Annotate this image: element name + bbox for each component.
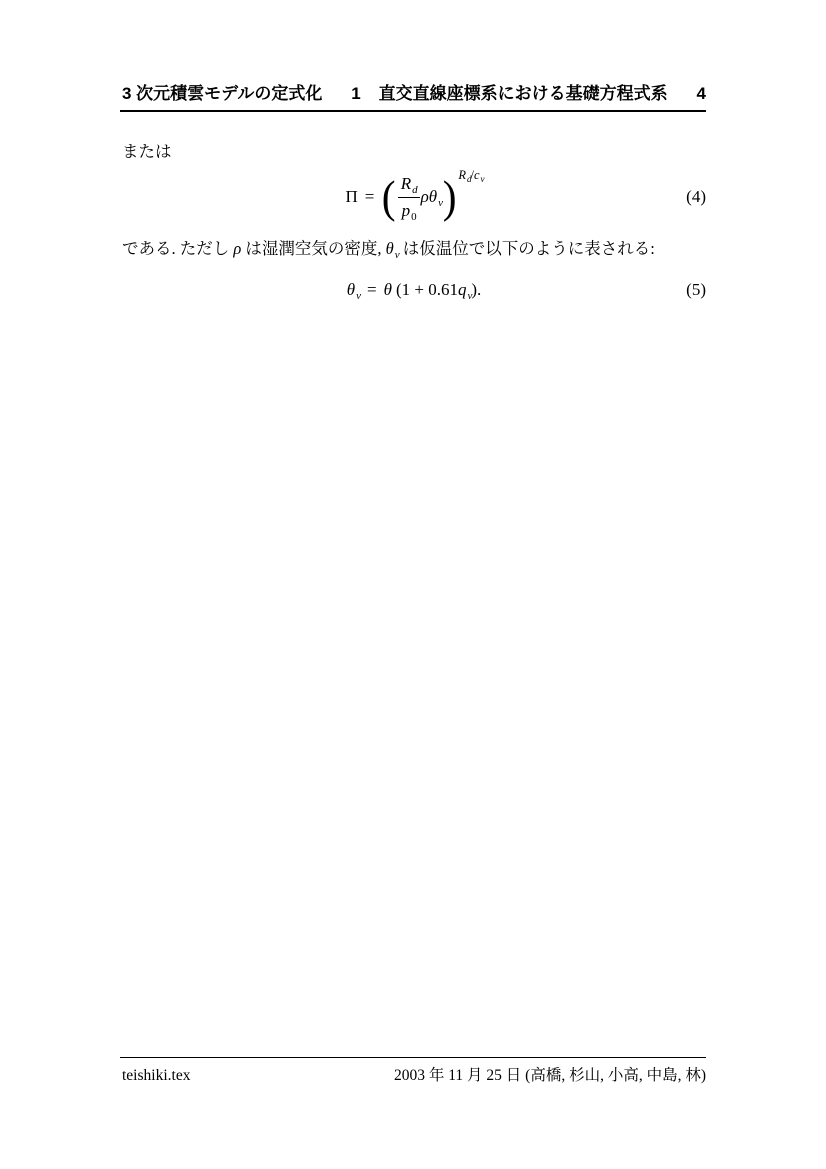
eq5-lhs-theta-v: $\theta_v$ bbox=[346, 280, 361, 302]
eq5-q-v: $q_v$ bbox=[457, 280, 473, 302]
header-left-title: 3 次元積雲モデルの定式化 bbox=[122, 84, 323, 103]
body-paragraph-2: である. ただし ρ は湿潤空気の密度, $\theta_v$ は仮温位で以下のように表される: bbox=[122, 239, 655, 261]
equation-5-number: (5) bbox=[686, 280, 706, 299]
eq5-period: . bbox=[477, 280, 482, 299]
eq4-rho-theta: $\rho\theta_v$ bbox=[420, 187, 443, 209]
eq5-close-paren: ) bbox=[471, 280, 478, 299]
eq4-lhs-pi: Π bbox=[345, 187, 358, 206]
eq4-fraction bbox=[398, 174, 420, 221]
page-header bbox=[122, 84, 706, 104]
header-section-number: 1 bbox=[351, 84, 361, 103]
eq4-fraction-numerator: $R_d$ bbox=[398, 174, 420, 198]
header-page-number: 4 bbox=[696, 84, 706, 103]
footer-rule bbox=[120, 1057, 706, 1058]
header-rule bbox=[120, 110, 706, 112]
equation-4-math bbox=[345, 167, 485, 223]
eq4-equals-sign: = bbox=[364, 187, 375, 206]
equation-5-math bbox=[347, 280, 482, 300]
footer-filename: teishiki.tex bbox=[122, 1067, 191, 1084]
eq4-open-paren: ( bbox=[382, 171, 396, 223]
eq5-theta: θ bbox=[383, 280, 392, 299]
footer-date-authors: 2003 年 11 月 25 日 (高橋, 杉山, 小高, 中島, 林) bbox=[394, 1067, 706, 1084]
header-section bbox=[351, 84, 667, 104]
eq4-close-paren: ) bbox=[442, 171, 457, 223]
rho-symbol: ρ bbox=[233, 239, 242, 258]
equation-4-number: (4) bbox=[686, 187, 706, 206]
eq5-open-paren: ( bbox=[395, 280, 402, 299]
eq4-fraction-denominator: $p_0$ bbox=[401, 200, 417, 223]
body-paragraph-1: または bbox=[122, 142, 172, 161]
header-section-title: 直交直線座標系における基礎方程式系 bbox=[378, 84, 668, 103]
eq5-inner-expression: 1 + 0.61 bbox=[401, 280, 458, 299]
eq5-equals-sign: = bbox=[366, 280, 377, 299]
equation-4 bbox=[122, 166, 706, 228]
equation-5 bbox=[122, 274, 706, 306]
theta-v-symbol: θ bbox=[385, 239, 394, 258]
page-footer bbox=[122, 1063, 706, 1085]
eq4-exponent: $R_d/c_v$ bbox=[458, 167, 485, 184]
